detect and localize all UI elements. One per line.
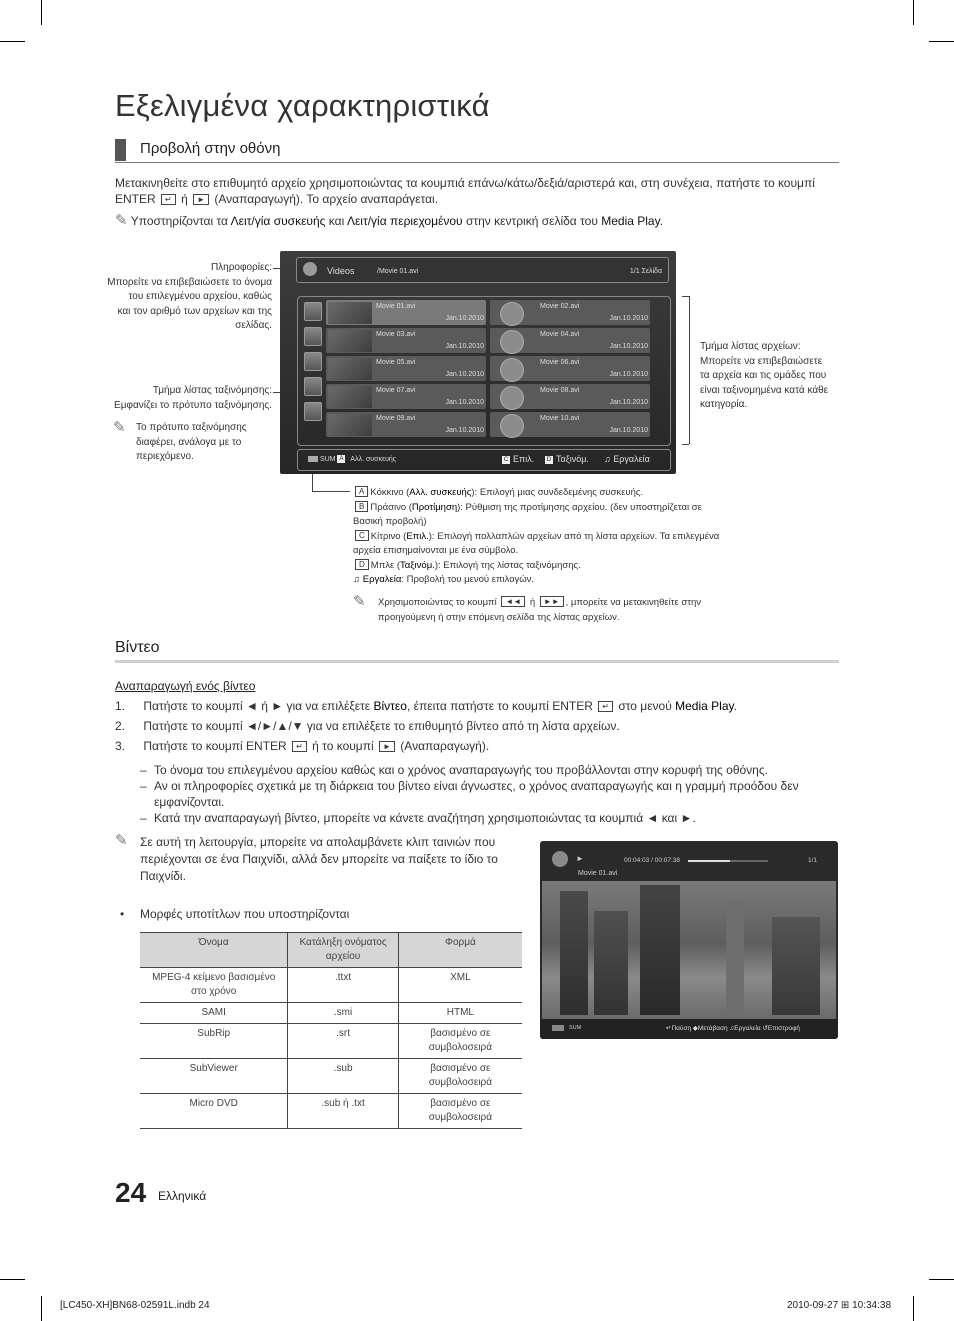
file-date: Jan.10.2010 — [445, 343, 484, 350]
file-date: Jan.10.2010 — [609, 315, 648, 322]
connector-line — [682, 444, 689, 445]
table-row: MPEG-4 κείμενο βασισμένο στο χρόνο .ttxt XML — [140, 968, 522, 1003]
file-date: Jan.10.2010 — [609, 427, 648, 434]
crop-mark — [41, 0, 42, 25]
film-reel-icon — [303, 262, 317, 276]
file-date: Jan.10.2010 — [609, 343, 648, 350]
annotation-filelist: Τμήμα λίστας αρχείων: Μπορείτε να επιβεβαιώσετε τα αρχεία και τις ομάδες που είναι ταξινομημένα κατά κάθε κατηγορία. — [700, 341, 829, 410]
sort-date-icon[interactable] — [304, 352, 322, 371]
file-date: Jan.10.2010 — [609, 399, 648, 406]
film-reel-icon — [500, 330, 524, 354]
sort-label[interactable]: Ταξινόμ. — [556, 454, 589, 464]
subtitle-formats-table: Όνομα Κατάληξη ονόματος αρχείου Φορμά MPEG-4 κείμενο βασισμένο στο χρόνο .ttxt XML SAMI .smi HTML SubRip .srt βασισμένο σε συμβολοσειρά SubViewer .sub βασισμένο σε συμβολοσειρά Micro DVD .sub ή .txt βασισμένο σε συμβολοσειρά — [140, 932, 522, 1129]
category-label: Videos — [327, 266, 355, 276]
file-name: Movie 01.avi — [578, 870, 618, 877]
playback-bullets: – Το όνομα του επιλεγμένου αρχείου καθώς και ο χρόνος αναπαραγωγής του προβάλλονται στην κορυφή της οθόνης. – Αν οι πληροφορίες σχετικά με τη διάρκεια του βίντεο είναι άγνωστες, ο χρόνος αναπαραγωγής και η γραμμή προόδου δεν εμφανίζονται. – Κατά την αναπαραγωγή βίντεο, μπορείτε να κάνετε αναζήτηση χρησιμοποιώντας τα κουμπιά ◄ και ►. — [140, 763, 799, 825]
file-item[interactable] — [326, 300, 486, 325]
file-item[interactable] — [326, 328, 486, 353]
file-date: Jan.10.2010 — [445, 371, 484, 378]
fast-forward-icon: ►► — [540, 596, 564, 607]
tools-label[interactable]: Εργαλεία — [734, 1025, 761, 1032]
note-pencil-icon: ✎ — [113, 419, 126, 436]
tools-icon: ♫ — [604, 454, 611, 464]
file-item[interactable] — [490, 356, 650, 381]
playback-controls: SUM ↵Παύση ◆Μετάβαση ♫Εργαλεία ↺Επιστροφή — [540, 1019, 838, 1039]
giraffe-shape — [594, 911, 628, 1015]
intro-paragraph: Μετακινηθείτε στο επιθυμητό αρχείο χρησιμοποιώντας τα κουμπιά επάνω/κάτω/δεξιά/αριστερά και, στη συνέχεια, πατήστε το κουμπί ENTER ↵ ή ► (Αναπαραγωγή). Το αρχείο αναπαράγεται. — [115, 176, 815, 206]
step-3: 3. Πατήστε το κουμπί ENTER ↵ ή το κουμπί ► (Αναπαραγωγή). — [115, 739, 490, 753]
return-label[interactable]: Επιστροφή — [767, 1025, 800, 1032]
video-playback-screen — [540, 841, 838, 1039]
legend-item: C Κίτρινο (Επιλ.): Επιλογή πολλαπλών αρχείων από τη λίστα αρχείων. Τα επιλεγμένα αρχεία επισημαίνονται με ένα σύμβολο. — [353, 530, 720, 556]
film-reel-icon — [500, 302, 524, 326]
red-a-button[interactable]: A — [339, 456, 344, 462]
file-item[interactable] — [326, 356, 486, 381]
section-title: Προβολή στην οθόνη — [140, 140, 281, 157]
step-1: 1. Πατήστε το κουμπί ◄ ή ► για να επιλέξετε Βίντεο, έπειτα πατήστε το κουμπί ENTER ↵ στο μενού Media Play. — [115, 699, 737, 713]
file-counter: 1/1 — [808, 857, 818, 864]
section-rule — [115, 660, 839, 663]
crop-mark — [41, 1296, 42, 1321]
imprint-left: [LC450-XH]BN68-02591L.indb 24 — [60, 1300, 210, 1311]
legend-note: Χρησιμοποιώντας το κουμπί ◄◄ ή ►► , μπορείτε να μετακινηθείτε στην προηγούμενη ή στην επόμενη σελίδα της λίστας αρχείων. — [378, 597, 701, 623]
connector-line — [312, 474, 313, 491]
legend-item: A Κόκκινο (Αλλ. συσκευής): Επιλογή μιας συνδεδεμένης συσκευής. — [353, 486, 723, 501]
legend-item: D Μπλε (Ταξινόμ.): Επιλογή της λίστας ταξινόμησης. — [353, 559, 723, 574]
video-frame — [542, 881, 836, 1019]
legend-item: B Πράσινο (Προτίμηση): Ρύθμιση της προτίμησης αρχείου. (δεν υποστηρίζεται σε Βασική προβολή) — [353, 501, 702, 527]
play-state-icon: ► — [576, 854, 584, 863]
file-date: Jan.10.2010 — [445, 399, 484, 406]
sum-logo-icon — [308, 456, 318, 462]
crop-mark — [913, 0, 914, 25]
return-icon: ↺ — [762, 1025, 768, 1032]
annotation-sort: Τμήμα λίστας ταξινόμησης: Εμφανίζει το πρότυπο ταξινόμησης. — [114, 385, 272, 411]
giraffe-shape — [640, 885, 680, 1015]
file-name: Movie 05.avi — [376, 359, 416, 366]
table-row: Micro DVD .sub ή .txt βασισμένο σε συμβολοσειρά — [140, 1094, 522, 1129]
select-label[interactable]: Επιλ. — [513, 454, 535, 464]
file-item[interactable] — [490, 300, 650, 325]
video-thumbnail — [328, 302, 372, 324]
crop-mark — [0, 41, 25, 42]
blue-d-button[interactable]: D — [546, 456, 552, 463]
film-reel-icon — [500, 386, 524, 410]
connector-line — [689, 296, 690, 444]
enter-icon: ↵ — [292, 741, 307, 752]
file-name: Movie 02.avi — [540, 303, 580, 310]
section-title: Βίντεο — [115, 639, 160, 656]
file-date: Jan.10.2010 — [609, 371, 648, 378]
pause-label[interactable]: Παύση — [671, 1025, 692, 1032]
play-icon: ► — [193, 194, 209, 205]
crop-mark — [929, 1279, 954, 1280]
connector-line — [312, 491, 350, 492]
page-language: Ελληνικά — [158, 1189, 207, 1203]
file-name: Movie 06.avi — [540, 359, 580, 366]
crop-mark — [0, 1279, 25, 1280]
tools-icon: ♫ — [353, 574, 361, 585]
page-indicator: 1/1 Σελίδα — [629, 268, 662, 275]
giraffe-shape — [772, 917, 820, 1015]
sort-favorite-icon[interactable] — [304, 402, 322, 421]
film-reel-icon — [552, 851, 568, 867]
sort-title-icon[interactable] — [304, 327, 322, 346]
tools-icon: ♫ — [729, 1025, 735, 1032]
file-item[interactable] — [490, 384, 650, 409]
crop-mark — [929, 41, 954, 42]
file-name: Movie 10.avi — [540, 415, 580, 422]
video-thumbnail — [328, 330, 372, 352]
fence-post — [726, 901, 744, 1015]
button-bar: SUM A Αλλ. συσκευής C Επιλ. D Ταξινόμ. ♫ Εργαλεία — [297, 449, 671, 471]
seek-label[interactable]: Μετάβαση — [697, 1025, 728, 1032]
rewind-icon: ◄◄ — [501, 596, 525, 607]
section-marker — [115, 139, 126, 161]
annotation-info: Πληροφορίες: Μπορείτε να επιβεβαιώσετε το όνομα του επιλεγμένου αρχείου, καθώς και τον αριθμό των αρχείων και της σελίδας. — [107, 262, 272, 331]
file-name: Movie 04.avi — [540, 331, 580, 338]
table-row: SAMI .smi HTML — [140, 1003, 522, 1024]
file-name: Movie 09.avi — [376, 415, 416, 422]
file-name: Movie 01.avi — [376, 303, 416, 310]
file-date: Jan.10.2010 — [445, 427, 484, 434]
enter-icon: ↵ — [598, 701, 613, 712]
playback-time: 00:04:03 / 00:07:38 — [624, 857, 681, 864]
yellow-c-button[interactable]: C — [503, 456, 509, 463]
enter-icon: ↵ — [666, 1025, 672, 1032]
note-pencil-icon: ✎ — [115, 832, 128, 849]
file-path: /Movie 01.avi — [377, 268, 419, 275]
crop-mark — [913, 1296, 914, 1321]
subheading: Αναπαραγωγή ενός βίντεο — [115, 679, 256, 693]
table-row: SubRip .srt βασισμένο σε συμβολοσειρά — [140, 1024, 522, 1059]
game-note: Σε αυτή τη λειτουργία, μπορείτε να απολαμβάνετε κλιπ ταινιών που περιέχονται σε ένα Παιχνίδι, αλλά δεν μπορείτε να παίξετε το ίδιο το Παιχνίδι. — [140, 835, 498, 883]
progress-bar[interactable] — [688, 860, 768, 862]
file-item[interactable] — [490, 328, 650, 353]
film-reel-icon — [500, 414, 524, 438]
table-row: SubViewer .sub βασισμένο σε συμβολοσειρά — [140, 1059, 522, 1094]
film-reel-icon — [500, 358, 524, 382]
section-rule — [115, 162, 839, 163]
seek-icon: ◆ — [692, 1025, 698, 1032]
progress-fill — [688, 860, 730, 862]
video-thumbnail — [328, 386, 372, 408]
sort-folder-icon[interactable] — [304, 302, 322, 321]
annotation-sort-note: Το πρότυπο ταξινόμησης διαφέρει, ανάλογα με το περιεχόμενο. — [136, 422, 247, 462]
page-number: 24 — [115, 1177, 147, 1208]
tools-label[interactable]: Εργαλεία — [613, 454, 650, 464]
info-bar — [296, 257, 669, 283]
file-item[interactable] — [326, 412, 486, 437]
file-name: Movie 08.avi — [540, 387, 580, 394]
file-date: Jan.10.2010 — [445, 315, 484, 322]
button-legend — [353, 486, 723, 588]
play-icon: ► — [379, 741, 395, 752]
note-pencil-icon: ✎ — [353, 593, 366, 610]
formats-bullet: • Μορφές υποτίτλων που υποστηρίζονται — [120, 907, 350, 921]
chapter-title: Εξελιγμένα χαρακτηριστικά — [115, 88, 490, 123]
sort-list[interactable] — [302, 302, 322, 422]
step-2: 2. Πατήστε το κουμπί ◄/►/▲/▼ για να επιλέξετε το επιθυμητό βίντεο από τη λίστα αρχείων. — [115, 719, 620, 733]
video-thumbnail — [328, 358, 372, 380]
file-name: Movie 03.avi — [376, 331, 416, 338]
sum-logo-icon — [552, 1025, 564, 1031]
file-name: Movie 07.avi — [376, 387, 416, 394]
connector-line — [682, 296, 689, 297]
giraffe-shape — [560, 891, 588, 1015]
device-change-label[interactable]: Αλλ. συσκευής — [350, 455, 397, 463]
file-item[interactable] — [326, 384, 486, 409]
video-thumbnail — [328, 414, 372, 436]
imprint-right: 2010-09-27 ⊞ 10:34:38 — [787, 1300, 892, 1311]
support-note: ✎ Υποστηρίζονται τα Λειτ/γία συσκευής και Λειτ/γία περιεχομένου στην κεντρική σελίδα του Media Play. — [115, 212, 664, 229]
enter-icon: ↵ — [161, 194, 176, 205]
legend-item: ♫ Εργαλεία: Προβολή του μενού επιλογών. — [353, 574, 535, 585]
note-pencil-icon: ✎ — [115, 212, 128, 229]
sort-type-icon[interactable] — [304, 377, 322, 396]
file-item[interactable] — [490, 412, 650, 437]
